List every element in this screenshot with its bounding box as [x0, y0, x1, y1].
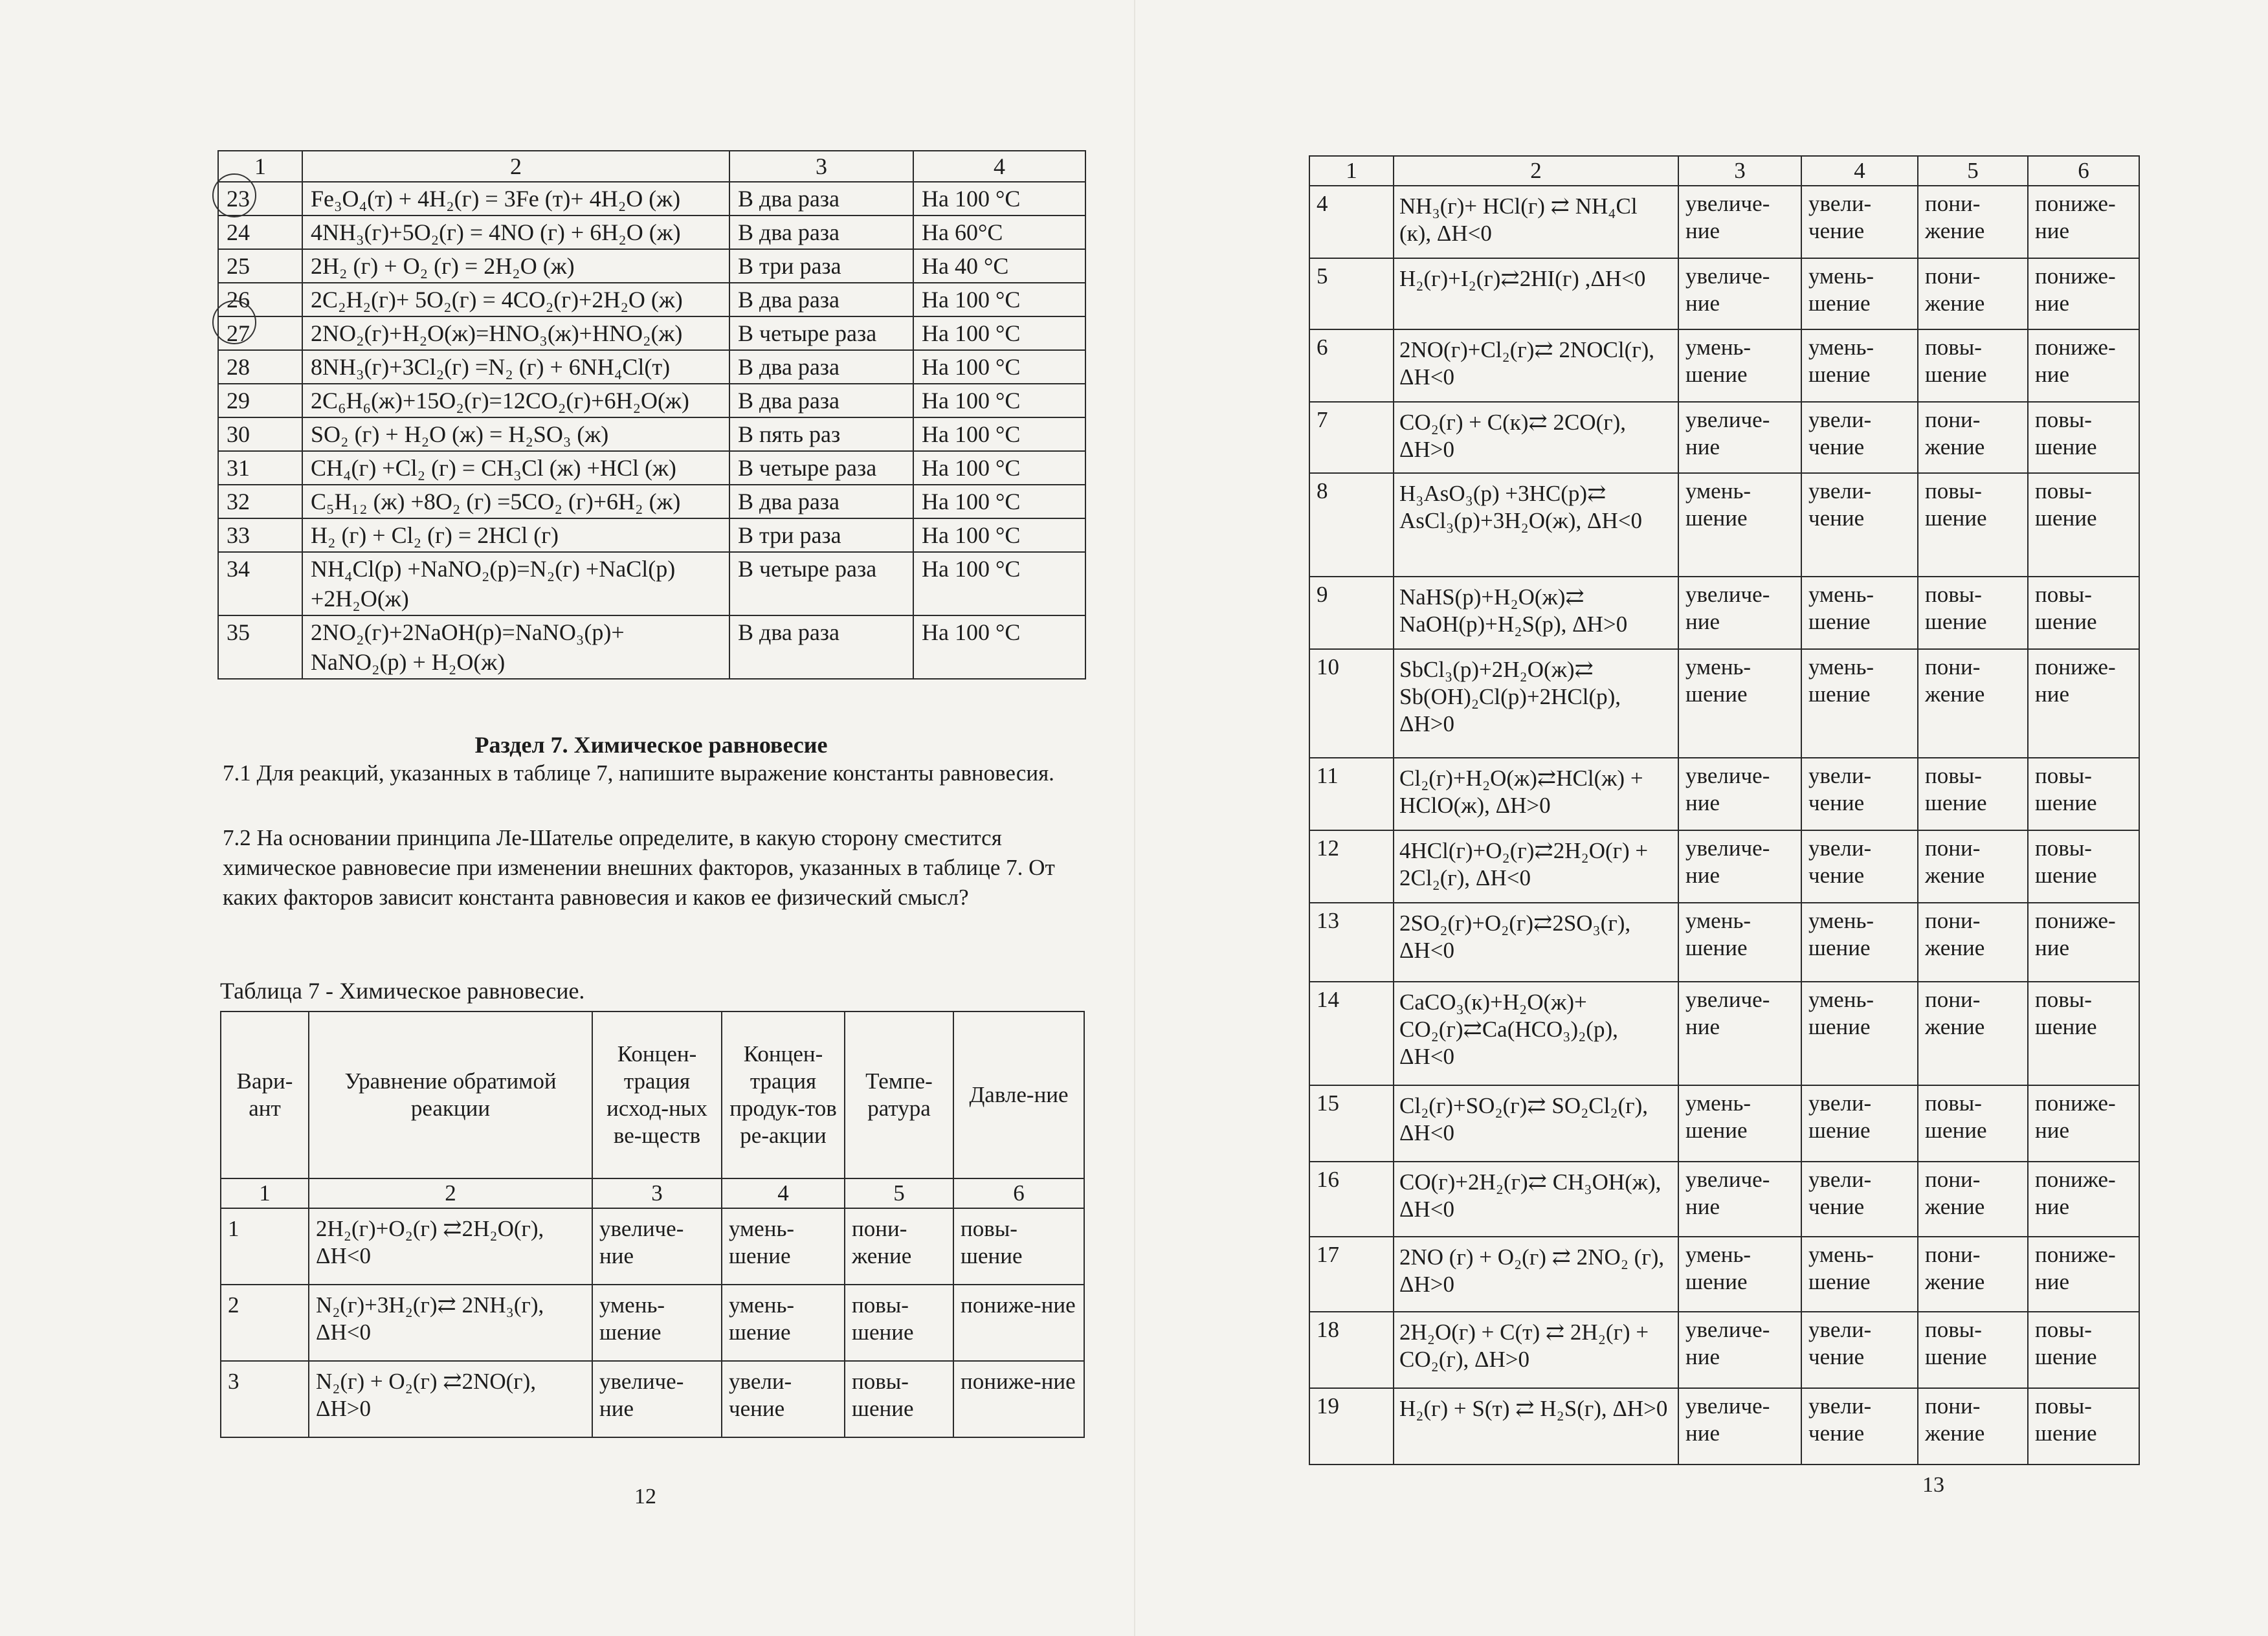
reaction-equation: Cl₂(г)+SO₂(г)⇄ SO₂Cl₂(г), ΔH<0 [1394, 1085, 1678, 1162]
concentration-change: В два раза [729, 283, 913, 316]
table-row [218, 283, 1085, 316]
temperature-change: На 100 °C [913, 283, 1085, 316]
table-7-chemical-equilibrium [220, 1011, 1085, 1438]
concentration-change: В два раза [729, 485, 913, 518]
temperature-change: На 100 °C [913, 384, 1085, 417]
row-number: 32 [218, 485, 302, 518]
variant-number: 7 [1309, 402, 1394, 473]
table-row [218, 384, 1085, 417]
conc-products-value: умень-шение [722, 1285, 845, 1361]
column-header: 1 [218, 151, 302, 182]
conc-products-value: увели-шение [1801, 1085, 1918, 1162]
table-header-row [218, 151, 1085, 182]
row-number: 24 [218, 216, 302, 249]
pressure-value: пониже-ние [2028, 186, 2139, 258]
variant-number: 1 [221, 1208, 309, 1285]
table-row [1309, 1312, 2139, 1388]
table-row [1309, 473, 2139, 577]
task-7-2 [223, 823, 1084, 912]
table-row [1309, 329, 2139, 402]
temperature-change: На 100 °C [913, 350, 1085, 384]
pressure-value: пониже-ние [2028, 649, 2139, 758]
variant-number: 8 [1309, 473, 1394, 577]
pressure-value: повы-шение [2028, 402, 2139, 473]
temperature-value: повы-шение [1918, 758, 2028, 830]
conc-reagents-value: увеличе-ние [592, 1208, 722, 1285]
reaction-equation: CaCO₃(к)+H₂O(ж)+ CO₂(г)⇄Ca(HCO₃)₂(р), ΔH<0 [1394, 982, 1678, 1085]
pressure-value: повы-шение [2028, 982, 2139, 1085]
task-text: На основании принципа Ле-Шателье определите, в какую сторону сместится химическое равновесие при изменении внешних факторов, указанных в таблице 7. От каких факторов зависит константа равновесия и каков ее физический смысл? [223, 825, 1055, 910]
table-row [218, 518, 1085, 552]
temperature-change: На 100 °C [913, 417, 1085, 451]
variant-number: 14 [1309, 982, 1394, 1085]
table-row [1309, 1388, 2139, 1465]
reaction-equation: H₂ (г) + Cl₂ (г) = 2HCl (г) [302, 518, 729, 552]
table-row [1309, 258, 2139, 329]
reaction-equation: 2NO(г)+Cl₂(г)⇄ 2NOCl(г), ΔH<0 [1394, 329, 1678, 402]
concentration-change: В четыре раза [729, 552, 913, 615]
column-header: 5 [1918, 156, 2028, 186]
variant-number: 10 [1309, 649, 1394, 758]
conc-reagents-value: увеличе-ние [1678, 1162, 1801, 1237]
row-number: 23 [218, 182, 302, 216]
column-index: 4 [722, 1178, 845, 1208]
column-index: 6 [953, 1178, 1084, 1208]
task-7-1 [223, 758, 1084, 788]
table-row [218, 451, 1085, 485]
temperature-change: На 100 °C [913, 552, 1085, 615]
handwritten-circle-23 [212, 173, 256, 217]
reaction-equation: 2NO₂(г)+H₂O(ж)=HNO₃(ж)+HNO₂(ж) [302, 316, 729, 350]
table-row [1309, 577, 2139, 649]
conc-reagents-value: увеличе-ние [1678, 186, 1801, 258]
conc-products-value: увели-чение [1801, 186, 1918, 258]
variant-number: 11 [1309, 758, 1394, 830]
variant-number: 19 [1309, 1388, 1394, 1465]
conc-reagents-value: увеличе-ние [592, 1361, 722, 1437]
conc-products-value: умень-шение [1801, 982, 1918, 1085]
pressure-value: повы-шение [2028, 1388, 2139, 1465]
reaction-equation: NH₄Cl(р) +NaNO₂(р)=N₂(г) +NaCl(р) +2H₂O(ж) [302, 552, 729, 615]
conc-reagents-value: умень-шение [1678, 1237, 1801, 1312]
task-number: 7.2 [223, 825, 251, 850]
table-row [1309, 903, 2139, 982]
reaction-equation: 2C₂H₂(г)+ 5O₂(г) = 4CO₂(г)+2H₂O (ж) [302, 283, 729, 316]
concentration-change: В два раза [729, 216, 913, 249]
column-header: 1 [1309, 156, 1394, 186]
reaction-equation: NaHS(р)+H₂O(ж)⇄ NaOH(р)+H₂S(р), ΔH>0 [1394, 577, 1678, 649]
conc-products-value: умень-шение [1801, 1237, 1918, 1312]
table-row [1309, 1162, 2139, 1237]
table-row [218, 552, 1085, 615]
table-row [221, 1208, 1084, 1285]
conc-products-value: умень-шение [1801, 577, 1918, 649]
column-index: 3 [592, 1178, 722, 1208]
variant-number: 17 [1309, 1237, 1394, 1312]
temperature-change: На 100 °C [913, 485, 1085, 518]
column-header: 4 [913, 151, 1085, 182]
table-header-row [221, 1011, 1084, 1178]
temperature-change: На 100 °C [913, 451, 1085, 485]
conc-products-value: увели-чение [1801, 1312, 1918, 1388]
conc-reagents-value: умень-шение [592, 1285, 722, 1361]
variant-number: 16 [1309, 1162, 1394, 1237]
column-header: 2 [302, 151, 729, 182]
index-row [221, 1178, 1084, 1208]
pressure-value: повы-шение [953, 1208, 1084, 1285]
reaction-equation: H₂(г) + S(т) ⇄ H₂S(г), ΔH>0 [1394, 1388, 1678, 1465]
temperature-change: На 100 °C [913, 182, 1085, 216]
temperature-value: пони-жение [1918, 903, 2028, 982]
temperature-value: пони-жение [1918, 1162, 2028, 1237]
table-row [221, 1285, 1084, 1361]
variant-number: 9 [1309, 577, 1394, 649]
variant-number: 6 [1309, 329, 1394, 402]
pressure-value: повы-шение [2028, 830, 2139, 903]
temperature-value: повы-шение [1918, 329, 2028, 402]
column-index: 5 [845, 1178, 953, 1208]
concentration-change: В два раза [729, 384, 913, 417]
concentration-change: В четыре раза [729, 316, 913, 350]
reaction-equation: 2H₂ (г) + O₂ (г) = 2H₂O (ж) [302, 249, 729, 283]
temperature-value: повы-шение [1918, 1312, 2028, 1388]
conc-products-value: умень-шение [1801, 903, 1918, 982]
task-text: Для реакций, указанных в таблице 7, напишите выражение константы равновесия. [256, 760, 1054, 786]
table-row [1309, 758, 2139, 830]
temperature-value: пони-жение [1918, 982, 2028, 1085]
reaction-equation: 2NO₂(г)+2NaOH(р)=NaNO₃(р)+ NaNO₂(р) + H₂O(ж) [302, 615, 729, 679]
column-header: 3 [729, 151, 913, 182]
temperature-value: повы-шение [1918, 473, 2028, 577]
temperature-value: пони-жение [1918, 258, 2028, 329]
handwritten-circle-27 [212, 300, 256, 344]
table-row [218, 417, 1085, 451]
temperature-value: пони-жение [1918, 649, 2028, 758]
reaction-equation: H₂(г)+I₂(г)⇄2HI(г) ,ΔH<0 [1394, 258, 1678, 329]
variant-number: 5 [1309, 258, 1394, 329]
table-row [218, 350, 1085, 384]
concentration-change: В четыре раза [729, 451, 913, 485]
temperature-value: повы-шение [1918, 1085, 2028, 1162]
concentration-change: В три раза [729, 518, 913, 552]
conc-products-value: увели-чение [1801, 402, 1918, 473]
table-header-row [1309, 156, 2139, 186]
table-row [1309, 1237, 2139, 1312]
reaction-equation: CH₄(г) +Cl₂ (г) = CH₃Cl (ж) +HCl (ж) [302, 451, 729, 485]
conc-products-value: увели-чение [1801, 1388, 1918, 1465]
variant-number: 3 [221, 1361, 309, 1437]
conc-reagents-value: умень-шение [1678, 329, 1801, 402]
reaction-equation: N₂(г)+3H₂(г)⇄ 2NH₃(г), ΔH<0 [309, 1285, 592, 1361]
variant-number: 4 [1309, 186, 1394, 258]
row-number: 25 [218, 249, 302, 283]
reaction-equation: Fe₃O₄(т) + 4H₂(г) = 3Fe (т)+ 4H₂O (ж) [302, 182, 729, 216]
conc-reagents-value: увеличе-ние [1678, 830, 1801, 903]
header-pressure: Давле-ние [953, 1011, 1084, 1178]
conc-products-value: увели-чение [1801, 1162, 1918, 1237]
table-7-continuation [1309, 155, 2140, 1465]
temperature-value: повы-шение [845, 1361, 953, 1437]
pressure-value: повы-шение [2028, 473, 2139, 577]
column-header: 4 [1801, 156, 1918, 186]
conc-reagents-value: увеличе-ние [1678, 258, 1801, 329]
pressure-value: пониже-ние [2028, 329, 2139, 402]
row-number: 29 [218, 384, 302, 417]
reaction-equation: C₅H₁₂ (ж) +8O₂ (г) =5CO₂ (г)+6H₂ (ж) [302, 485, 729, 518]
row-number: 27 [218, 316, 302, 350]
row-number: 28 [218, 350, 302, 384]
table-row [218, 485, 1085, 518]
conc-reagents-value: умень-шение [1678, 1085, 1801, 1162]
temperature-value: пони-жение [1918, 830, 2028, 903]
table-caption: Таблица 7 - Химическое равновесие. [220, 978, 585, 1004]
concentration-change: В пять раз [729, 417, 913, 451]
conc-reagents-value: увеличе-ние [1678, 1388, 1801, 1465]
header-temperature: Темпе-ратура [845, 1011, 953, 1178]
column-header: 2 [1394, 156, 1678, 186]
conc-products-value: увели-чение [1801, 830, 1918, 903]
header-variant: Вари-ант [221, 1011, 309, 1178]
table-row [218, 216, 1085, 249]
temperature-change: На 100 °C [913, 518, 1085, 552]
temperature-change: На 100 °C [913, 316, 1085, 350]
right-page [1134, 0, 2268, 1636]
pressure-value: пониже-ние [2028, 1237, 2139, 1312]
reaction-equation: 2C₆H₆(ж)+15O₂(г)=12CO₂(г)+6H₂O(ж) [302, 384, 729, 417]
table-row [1309, 186, 2139, 258]
pressure-value: пониже-ние [2028, 903, 2139, 982]
pressure-value: пониже-ние [2028, 1162, 2139, 1237]
table-6-continuation [217, 150, 1086, 680]
conc-reagents-value: умень-шение [1678, 473, 1801, 577]
row-number: 26 [218, 283, 302, 316]
reaction-equation: Cl₂(г)+H₂O(ж)⇄HCl(ж) + HClO(ж), ΔH>0 [1394, 758, 1678, 830]
section-title: Раздел 7. Химическое равновесие [474, 732, 828, 758]
conc-products-value: увели-чение [722, 1361, 845, 1437]
concentration-change: В два раза [729, 182, 913, 216]
conc-reagents-value: умень-шение [1678, 903, 1801, 982]
temperature-change: На 60°C [913, 216, 1085, 249]
concentration-change: В два раза [729, 615, 913, 679]
conc-products-value: увели-чение [1801, 473, 1918, 577]
temperature-value: пони-жение [1918, 1388, 2028, 1465]
table-row [218, 615, 1085, 679]
concentration-change: В три раза [729, 249, 913, 283]
temperature-change: На 40 °C [913, 249, 1085, 283]
column-header: 3 [1678, 156, 1801, 186]
table-row [221, 1361, 1084, 1437]
temperature-value: повы-шение [1918, 577, 2028, 649]
page-number: 13 [1922, 1473, 1944, 1497]
reaction-equation: 4HCl(г)+O₂(г)⇄2H₂O(г) + 2Cl₂(г), ΔH<0 [1394, 830, 1678, 903]
row-number: 33 [218, 518, 302, 552]
reaction-equation: SO₂ (г) + H₂O (ж) = H₂SO₃ (ж) [302, 417, 729, 451]
row-number: 31 [218, 451, 302, 485]
temperature-value: пони-жение [1918, 1237, 2028, 1312]
conc-reagents-value: увеличе-ние [1678, 402, 1801, 473]
reaction-equation: 4NH₃(г)+5O₂(г) = 4NO (г) + 6H₂O (ж) [302, 216, 729, 249]
column-index: 2 [309, 1178, 592, 1208]
header-conc-reagents: Концен-трация исход-ных ве-ществ [592, 1011, 722, 1178]
page-number: 12 [634, 1485, 656, 1509]
variant-number: 13 [1309, 903, 1394, 982]
table-row [1309, 982, 2139, 1085]
row-number: 35 [218, 615, 302, 679]
pressure-value: пониже-ние [2028, 258, 2139, 329]
pressure-value: пониже-ние [2028, 1085, 2139, 1162]
conc-reagents-value: увеличе-ние [1678, 577, 1801, 649]
reaction-equation: N₂(г) + O₂(г) ⇄2NO(г), ΔH>0 [309, 1361, 592, 1437]
table-row [1309, 402, 2139, 473]
conc-reagents-value: умень-шение [1678, 649, 1801, 758]
reaction-equation: SbCl₃(р)+2H₂O(ж)⇄ Sb(OH)₂Cl(р)+2HCl(р), ΔH>0 [1394, 649, 1678, 758]
conc-products-value: умень-шение [1801, 649, 1918, 758]
column-index: 1 [221, 1178, 309, 1208]
variant-number: 18 [1309, 1312, 1394, 1388]
conc-products-value: умень-шение [722, 1208, 845, 1285]
row-number: 30 [218, 417, 302, 451]
temperature-change: На 100 °C [913, 615, 1085, 679]
table-row [1309, 830, 2139, 903]
pressure-value: повы-шение [2028, 758, 2139, 830]
reaction-equation: 8NH₃(г)+3Cl₂(г) =N₂ (г) + 6NH₄Cl(т) [302, 350, 729, 384]
variant-number: 15 [1309, 1085, 1394, 1162]
temperature-value: пони-жение [1918, 402, 2028, 473]
reaction-equation: CO(г)+2H₂(г)⇄ CH₃OH(ж), ΔH<0 [1394, 1162, 1678, 1237]
reaction-equation: CO₂(г) + C(к)⇄ 2CO(г), ΔH>0 [1394, 402, 1678, 473]
concentration-change: В два раза [729, 350, 913, 384]
pressure-value: повы-шение [2028, 1312, 2139, 1388]
table-row [218, 182, 1085, 216]
reaction-equation: 2SO₂(г)+O₂(г)⇄2SO₃(г), ΔH<0 [1394, 903, 1678, 982]
reaction-equation: 2H₂(г)+O₂(г) ⇄2H₂O(г), ΔH<0 [309, 1208, 592, 1285]
reaction-equation: 2NO (г) + O₂(г) ⇄ 2NO₂ (г), ΔH>0 [1394, 1237, 1678, 1312]
reaction-equation: 2H₂O(г) + C(т) ⇄ 2H₂(г) + CO₂(г), ΔH>0 [1394, 1312, 1678, 1388]
variant-number: 2 [221, 1285, 309, 1361]
variant-number: 12 [1309, 830, 1394, 903]
table-row [218, 316, 1085, 350]
header-conc-products: Концен-трация продук-тов ре-акции [722, 1011, 845, 1178]
conc-reagents-value: увеличе-ние [1678, 758, 1801, 830]
temperature-value: повы-шение [845, 1285, 953, 1361]
temperature-value: пони-жение [1918, 186, 2028, 258]
table-row [1309, 649, 2139, 758]
pressure-value: пониже-ние [953, 1285, 1084, 1361]
table-row [218, 249, 1085, 283]
task-number: 7.1 [223, 760, 251, 786]
conc-products-value: умень-шение [1801, 329, 1918, 402]
table-row [1309, 1085, 2139, 1162]
temperature-value: пони-жение [845, 1208, 953, 1285]
reaction-equation: NH₃(г)+ HCl(г) ⇄ NH₄Cl (к), ΔH<0 [1394, 186, 1678, 258]
conc-reagents-value: увеличе-ние [1678, 1312, 1801, 1388]
conc-reagents-value: увеличе-ние [1678, 982, 1801, 1085]
header-equation: Уравнение обратимой реакции [309, 1011, 592, 1178]
column-header: 6 [2028, 156, 2139, 186]
conc-products-value: умень-шение [1801, 258, 1918, 329]
pressure-value: пониже-ние [953, 1361, 1084, 1437]
reaction-equation: H₃AsO₃(р) +3HC(р)⇄ AsCl₃(р)+3H₂O(ж), ΔH<0 [1394, 473, 1678, 577]
row-number: 34 [218, 552, 302, 615]
conc-products-value: увели-чение [1801, 758, 1918, 830]
pressure-value: повы-шение [2028, 577, 2139, 649]
